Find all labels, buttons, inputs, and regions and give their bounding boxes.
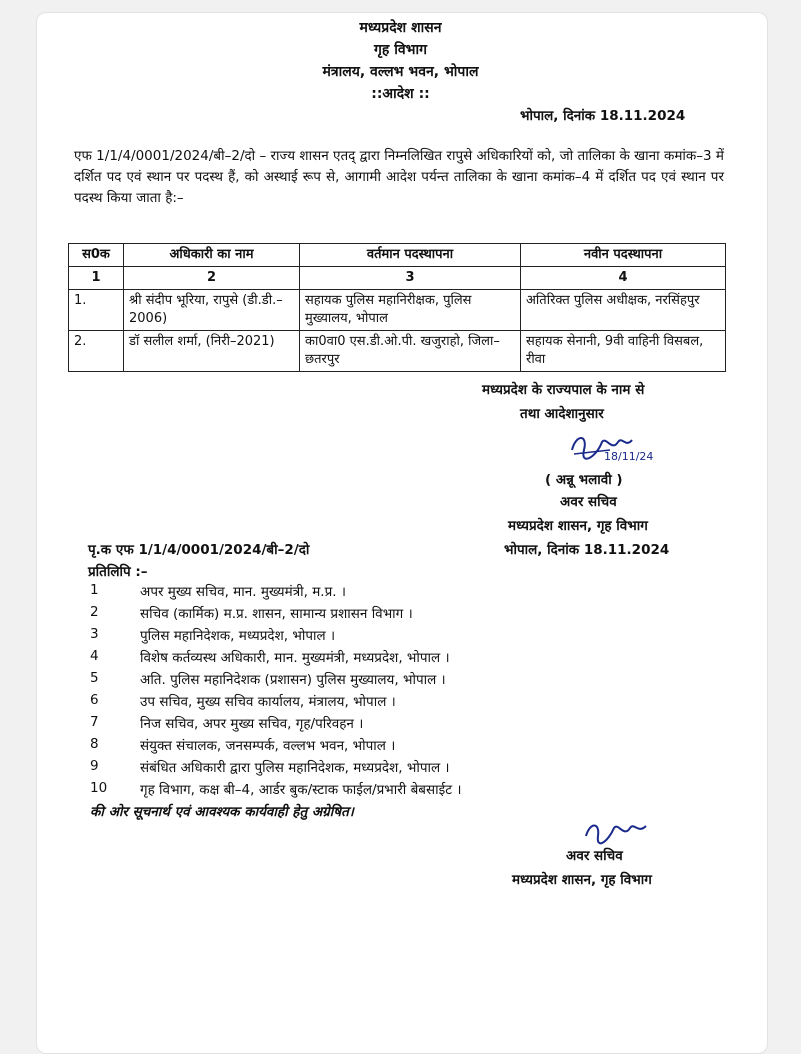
index-cell: 3: [300, 267, 521, 290]
header-government: मध्यप्रदेश शासन: [359, 20, 442, 36]
order-text: एफ 1/1/4/0001/2024/बी–2/दो – राज्य शासन एतद् द्वारा निम्नलिखित रापुसे अधिकारियों को, जो तालिका के खाना कमांक–3 में दर्शित पद एवं स्थान पर पदस्थ हैं, को अस्थाई रूप से, आगामी आदेश पर्यन्त तालिका के खाना कमांक–4 में दर्शित पद एवं स्थान पर पदस्थ किया जाता है:–: [74, 148, 724, 206]
signature-mark: [582, 818, 652, 848]
list-item-number: 5: [90, 670, 99, 686]
index-cell: 1: [69, 267, 124, 290]
signature-date: 18/11/24: [604, 450, 654, 463]
list-item-number: 9: [90, 758, 99, 774]
list-item-number: 4: [90, 648, 99, 664]
table-row: [69, 290, 726, 331]
header-department: गृह विभाग: [374, 42, 427, 58]
signatory-name: ( अन्नू भलावी ): [545, 472, 623, 488]
current-posting-cell: का0वा0 एस.डी.ओ.पी. खजुराहो, जिला–छतरपुर: [300, 331, 521, 372]
col-header-serial: स0क: [69, 244, 124, 267]
header-order-title: ::आदेश ::: [371, 86, 430, 102]
signatory-department: मध्यप्रदेश शासन, गृह विभाग: [508, 518, 648, 534]
list-item-text: विशेष कर्तव्यस्थ अधिकारी, मान. मुख्यमंत्री, मध्यप्रदेश, भोपाल ।: [140, 650, 450, 666]
list-item-number: 1: [90, 582, 99, 598]
new-posting-cell: अतिरिक्त पुलिस अधीक्षक, नरसिंहपुर: [521, 290, 726, 331]
table-header-row: [69, 244, 726, 267]
new-posting-cell: सहायक सेनानी, 9वी वाहिनी विसबल, रीवा: [521, 331, 726, 372]
list-item-number: 3: [90, 626, 99, 642]
current-posting-cell: सहायक पुलिस महानिरीक्षक, पुलिस मुख्यालय, भोपाल: [300, 290, 521, 331]
table-row: [69, 331, 726, 372]
table-index-row: [69, 267, 726, 290]
col-header-new: नवीन पदस्थापना: [521, 244, 726, 267]
copy-signatory-department: मध्यप्रदेश शासन, गृह विभाग: [512, 872, 652, 888]
authority-line-2: तथा आदेशानुसार: [520, 406, 604, 422]
list-item-number: 10: [90, 780, 108, 796]
list-item-text: अपर मुख्य सचिव, मान. मुख्यमंत्री, म.प्र. ।: [140, 584, 346, 600]
list-item-text: उप सचिव, मुख्य सचिव कार्यालय, मंत्रालय, भोपाल ।: [140, 694, 396, 710]
list-item-text: निज सचिव, अपर मुख्य सचिव, गृह/परिवहन ।: [140, 716, 364, 732]
copy-date: भोपाल, दिनांक 18.11.2024: [504, 542, 670, 558]
list-item-text: सचिव (कार्मिक) म.प्र. शासन, सामान्य प्रशासन विभाग ।: [140, 606, 413, 622]
serial-cell: 2.: [69, 331, 124, 372]
officer-name-cell: श्री संदीप भूरिया, रापुसे (डी.डी.–2006): [124, 290, 300, 331]
col-header-officer: अधिकारी का नाम: [124, 244, 300, 267]
serial-cell: 1.: [69, 290, 124, 331]
copy-reference: पृ.क एफ 1/1/4/0001/2024/बी–2/दो: [88, 542, 310, 558]
col-header-current: वर्तमान पदस्थापना: [300, 244, 521, 267]
index-cell: 4: [521, 267, 726, 290]
order-date: भोपाल, दिनांक 18.11.2024: [520, 108, 686, 124]
index-cell: 2: [124, 267, 300, 290]
copy-signatory-designation: अवर सचिव: [566, 848, 623, 864]
header-address: मंत्रालय, वल्लभ भवन, भोपाल: [322, 64, 479, 80]
signatory-designation: अवर सचिव: [560, 494, 617, 510]
list-item-text: पुलिस महानिदेशक, मध्यप्रदेश, भोपाल ।: [140, 628, 336, 644]
copy-heading: प्रतिलिपि :–: [88, 564, 148, 580]
list-item-number: 7: [90, 714, 99, 730]
list-item-text: संयुक्त संचालक, जनसम्पर्क, वल्लभ भवन, भोपाल ।: [140, 738, 396, 754]
list-item-text: अति. पुलिस महानिदेशक (प्रशासन) पुलिस मुख्यालय, भोपाल ।: [140, 672, 446, 688]
authority-line-1: मध्यप्रदेश के राज्यपाल के नाम से: [482, 382, 645, 398]
officer-name-cell: डॉ सलील शर्मा, (निरी–2021): [124, 331, 300, 372]
forwarding-note: की ओर सूचनार्थ एवं आवश्यक कार्यवाही हेतु अग्रेषित।: [90, 804, 354, 820]
list-item-number: 2: [90, 604, 99, 620]
list-item-text: गृह विभाग, कक्ष बी–4, आर्डर बुक/स्टाक फाईल/प्रभारी बेबसाईट ।: [140, 782, 462, 798]
posting-table: [68, 243, 726, 372]
list-item-text: संबंधित अधिकारी द्वारा पुलिस महानिदेशक, मध्यप्रदेश, भोपाल ।: [140, 760, 450, 776]
list-item-number: 6: [90, 692, 99, 708]
list-item-number: 8: [90, 736, 99, 752]
